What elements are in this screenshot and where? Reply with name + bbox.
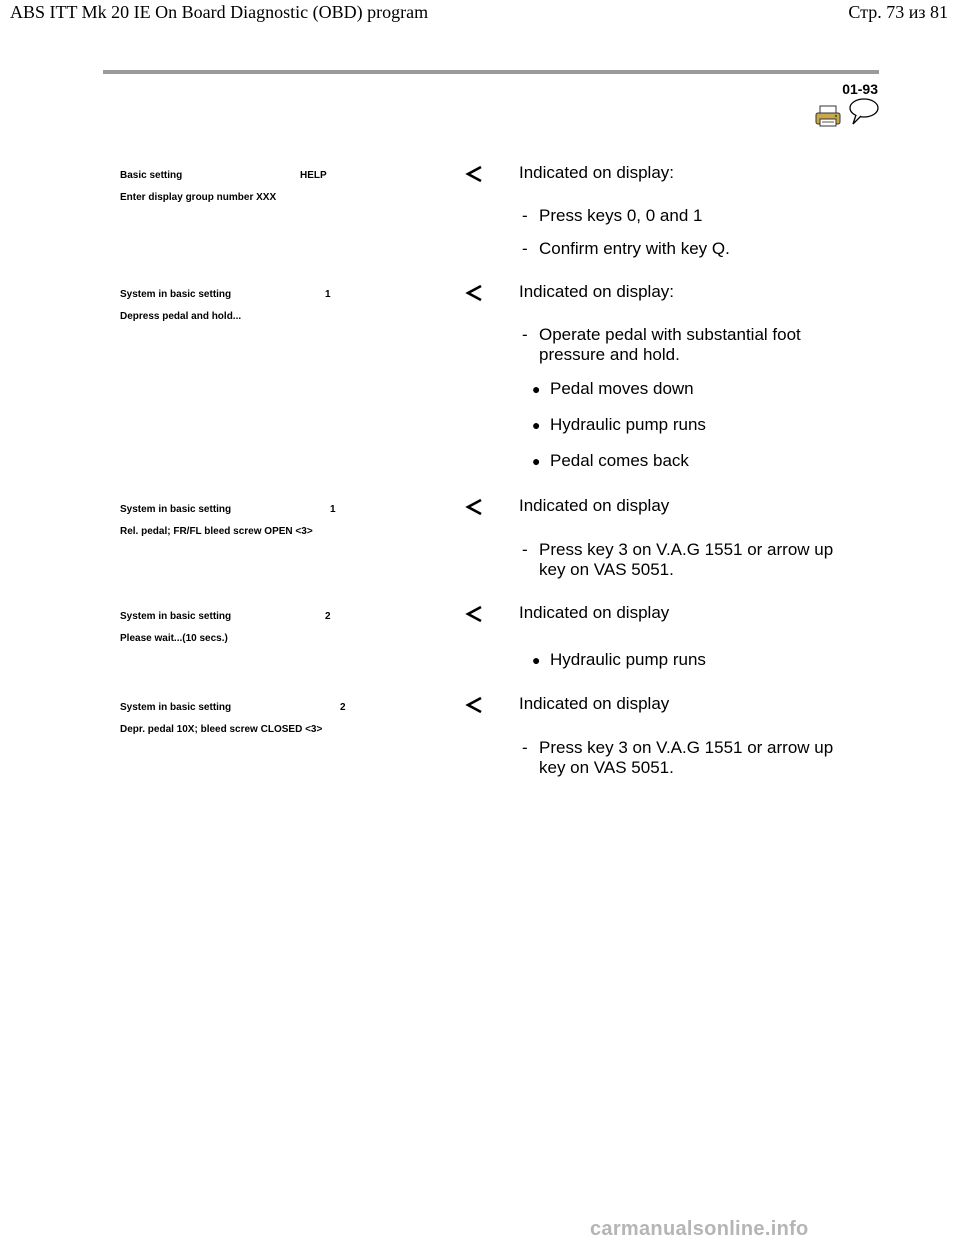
watermark-text: carmanualsonline.info <box>590 1218 809 1240</box>
display-value: 2 <box>325 611 331 622</box>
chevron-left-icon <box>464 497 484 517</box>
step-item: - Press keys 0, 0 and 1 <box>522 206 703 225</box>
display-line-1: Basic setting <box>120 170 183 181</box>
bullet-item: ● Hydraulic pump runs <box>532 650 706 669</box>
indicated-label: Indicated on display: <box>519 163 674 182</box>
chevron-left-icon <box>464 695 484 715</box>
display-readout <box>120 702 346 735</box>
indicated-label: Indicated on display <box>519 603 670 622</box>
display-line-1: System in basic setting <box>120 611 232 622</box>
display-readout <box>120 611 331 644</box>
display-value: 1 <box>330 504 336 515</box>
step-item: - Operate pedal with substantial foot pressure and hold. <box>522 325 801 364</box>
document-title: ABS ITT Mk 20 IE On Board Diagnostic (OBD) program <box>10 2 429 22</box>
speech-balloon-icon[interactable] <box>846 97 880 127</box>
display-readout <box>120 504 336 537</box>
display-value: 1 <box>325 289 331 300</box>
printer-icon[interactable] <box>814 104 842 128</box>
indicated-label: Indicated on display <box>519 694 670 713</box>
indicated-label: Indicated on display <box>519 496 670 515</box>
step-item: - Press key 3 on V.A.G 1551 or arrow up key on VAS 5051. <box>522 540 834 579</box>
display-line-2: Rel. pedal; FR/FL bleed screw OPEN <3> <box>120 526 313 537</box>
display-readout <box>120 289 331 322</box>
step-item: - Confirm entry with key Q. <box>522 239 730 258</box>
chevron-left-icon <box>464 283 484 303</box>
display-line-2: Depress pedal and hold... <box>120 311 242 322</box>
display-value: HELP <box>300 170 327 181</box>
indicated-label: Indicated on display: <box>519 282 674 301</box>
display-line-1: System in basic setting <box>120 504 232 515</box>
bullet-item: ● Hydraulic pump runs <box>532 415 706 434</box>
display-line-1: System in basic setting <box>120 702 232 713</box>
header-rule <box>103 70 879 74</box>
bullet-item: ● Pedal comes back <box>532 451 689 470</box>
display-readout <box>120 170 327 203</box>
chevron-left-icon <box>464 164 484 184</box>
bullet-item: ● Pedal moves down <box>532 379 694 398</box>
display-line-2: Enter display group number XXX <box>120 192 277 203</box>
display-value: 2 <box>340 702 346 713</box>
chevron-left-icon <box>464 604 484 624</box>
display-line-1: System in basic setting <box>120 289 232 300</box>
display-line-2: Depr. pedal 10X; bleed screw CLOSED <3> <box>120 724 323 735</box>
page-counter: Стр. 73 из 81 <box>848 2 948 22</box>
display-line-2: Please wait...(10 secs.) <box>120 633 228 644</box>
page-code: 01-93 <box>842 81 878 97</box>
step-item: - Press key 3 on V.A.G 1551 or arrow up key on VAS 5051. <box>522 738 834 777</box>
